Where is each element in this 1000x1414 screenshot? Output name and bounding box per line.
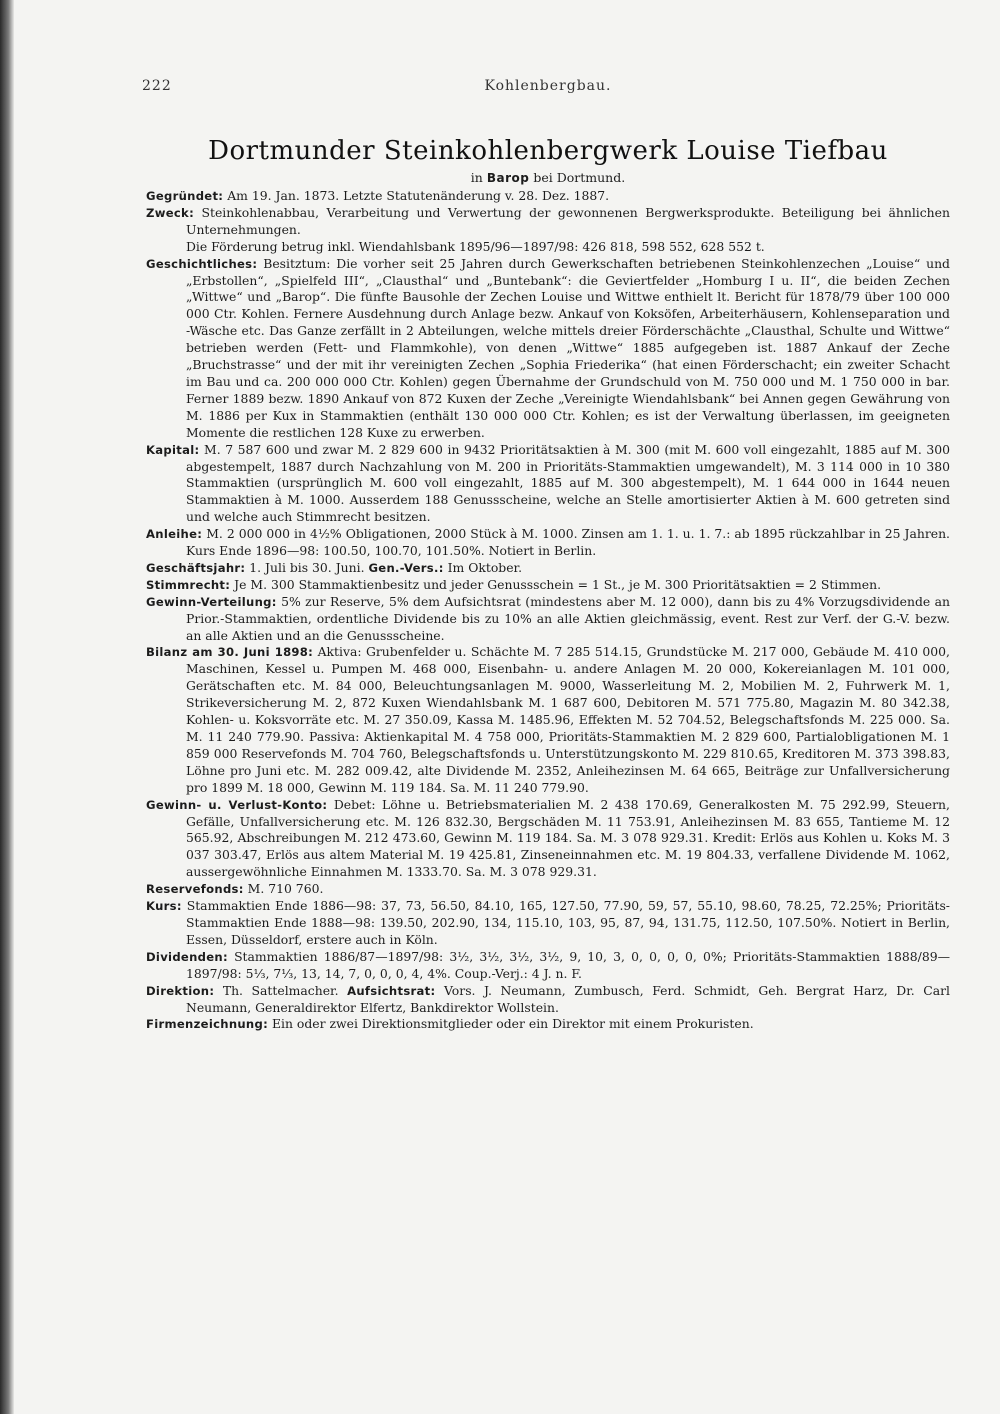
location-place: Barop bbox=[486, 171, 530, 185]
company-title: Dortmunder Steinkohlenbergwerk Louise Tiefbau bbox=[208, 136, 888, 166]
section-dividends: Dividenden: Stammaktien 1886/87—1897/98: 3½, 3½, 3½, 3½, 9, 10, 3, 0, 0, 0, 0, 0%; Prioritäts-Stammaktien 1888/89—1897/98: 5⅓, 7⅓, 13, 14, 7, 0, 0, 0, 4, 4%. Coup.-Verj.: 4 J. n. F. bbox=[146, 948, 950, 981]
location-line bbox=[146, 169, 950, 187]
section-output: Die Förderung betrug inkl. Wiendahlsbank 1895/96—1897/98: 426 818, 598 552, 628 552 t. bbox=[186, 238, 765, 254]
section-management: Direktion: Th. Sattelmacher. Aufsichtsrat: Vors. J. Neumann, Zumbusch, Ferd. Schmidt, Geh. Bergrat Harz, Dr. Carl Neumann, Generaldirektor Elfertz, Bankdirektor Wollstein. bbox=[146, 982, 950, 1015]
running-header bbox=[142, 78, 950, 100]
section-purpose: Zweck: Steinkohlenabbau, Verarbeitung und Verwertung der gewonnenen Bergwerksprodukte. Beteiligung bei ähnlichen Unternehmungen. bbox=[146, 204, 950, 237]
section-voting-right: Stimmrecht: Je M. 300 Stammaktienbesitz und jeder Genussschein = 1 St., je M. 300 Prioritätsaktien = 2 Stimmen. bbox=[146, 576, 882, 592]
entry-body bbox=[146, 188, 950, 1033]
book-spine-shadow bbox=[0, 0, 14, 1414]
section-reserve-fund: Reservefonds: M. 710 760. bbox=[146, 881, 324, 897]
section-fiscal-year: Geschäftsjahr: 1. Juli bis 30. Juni. Gen.-Vers.: Im Oktober. bbox=[146, 559, 523, 575]
page-number: 222 bbox=[142, 78, 172, 94]
running-title: Kohlenbergbau. bbox=[484, 78, 612, 94]
section-balance: Bilanz am 30. Juni 1898: Aktiva: Grubenfelder u. Schächte M. 7 285 514.15, Grundstücke M. 217 000, Gebäude M. 410 000, Maschinen, Kessel u. Pumpen M. 468 000, Eisenbahn- u. andere Anlagen M. 20 000, Kokereianlagen M. 101 000, Gerätschaften etc. M. 84 000, Beleuchtungsanlagen M. 9000, Wasserleitung M. 2, Mobilien M. 2, Fuhrwerk M. 1, Strikeversicherung M. 2, 872 Kuxen Wiendahlsbank M. 1 687 600, Debitoren M. 571 775.80, Magazin M. 80 342.38, Kohlen- u. Koksvorräte etc. M. 27 350.09, Kassa M. 1485.96, Effekten M. 52 704.52, Belegschaftsfonds M. 225 000. Sa. M. 11 240 779.90. Passiva: Aktienkapital M. 4 758 000, Prioritäts-Stammaktien M. 2 829 600, Partialobligationen M. 1 859 000 Reservefonds M. 704 760, Belegschaftsfonds u. Unterstützungskonto M. 229 810.65, Kreditoren M. 373 398.83, Löhne pro Juni etc. M. 282 009.42, alte Dividende M. 2352, Anleihezinsen M. 64 665, Beiträge zur Unfallversicherung pro 1899 M. 18 000, Gewinn M. 119 184. Sa. M. 11 240 779.90. bbox=[146, 644, 950, 795]
document-page bbox=[142, 78, 950, 1033]
section-capital: Kapital: M. 7 587 600 und zwar M. 2 829 600 in 9432 Prioritätsaktien à M. 300 (mit M. 600 voll eingezahlt, 1885 auf M. 300 abgestempelt, 1887 durch Nachzahlung von M. 200 in Prioritäts-Stammaktien umgewandelt), M. 3 114 000 in 10 380 Stammaktien (ursprünglich M. 600 voll eingezahlt, 1885 auf M. 300 abgestempelt), M. 1 644 000 in 1644 neuen Stammaktien à M. 1000. Ausserdem 188 Genussscheine, welche an Stelle amortisierter Aktien à M. 600 getreten sind und welche auch Stimmrecht besitzen. bbox=[146, 441, 950, 525]
section-price: Kurs: Stammaktien Ende 1886—98: 37, 73, 56.50, 84.10, 165, 127.50, 77.90, 59, 57, 55.10, 98.60, 78.25, 72.25%; Prioritäts-Stammaktien Ende 1888—98: 139.50, 202.90, 134, 115.10, 103, 95, 87, 94, 131.75, 112.50, 107.50%. Notiert in Berlin, Essen, Düsseldorf, erstere auch in Köln. bbox=[146, 898, 950, 947]
section-founded: Gegründet: Am 19. Jan. 1873. Letzte Statutenänderung v. 28. Dez. 1887. bbox=[146, 188, 610, 203]
location-suffix: bei Dortmund. bbox=[533, 170, 626, 185]
section-profit-distribution: Gewinn-Verteilung: 5% zur Reserve, 5% dem Aufsichtsrat (mindestens aber M. 12 000), dann bis zu 4% Vorzugsdividende an Prior.-Stammaktien, ordentliche Dividende bis zu 10% an alle Aktien gleichmässig, event. Rest zur Verf. der G.-V. bezw. an alle Aktien und an die Genussscheine. bbox=[146, 593, 950, 643]
section-history: Geschichtliches: Besitztum: Die vorher seit 25 Jahren durch Gewerkschaften betriebenen Steinkohlenzechen „Louise“ und „Erbstollen“, „Spielfeld III“, „Clausthal“ und „Buntebank“: die Geviertfelder „Homburg I u. II“, die beiden Zechen „Wittwe“ und „Barop“. Die fünfte Bausohle der Zechen Louise und Wittwe enthielt lt. Bericht für 1878/79 über 100 000 000 Ctr. Kohlen. Fernere Ausdehnung durch Anlage bezw. Ankauf von Koksöfen, Arbeiterhäusern, Kohlenseparation und -Wäsche etc. Das Ganze zerfällt in 2 Abteilungen, welche mittels dreier Förderschächte „Clausthal, Schulte und Wittwe“ betrieben werden (Fett- und Flammkohle), von denen „Wittwe“ 1885 aufgegeben ist. 1887 Ankauf der Zeche „Bruchstrasse“ und der mit ihr vereinigten Zechen „Sophia Friederika“ (hat einen Förderschacht; ein zweiter Schacht im Bau und ca. 200 000 000 Ctr. Kohlen) gegen Übernahme der Grundschuld von M. 750 000 und M. 1 750 000 in bar. Ferner 1889 bezw. 1890 Ankauf von 872 Kuxen der Zeche „Vereinigte Wiendahlsbank“ bei Annen gegen Gewährung von M. 1886 per Kux in Stammaktien (enthält 130 000 000 Ctr. Kohlen; es ist der Verwaltung überlassen, im geeigneten Momente die restlichen 128 Kuxe zu erwerben. bbox=[146, 255, 950, 440]
section-loan: Anleihe: M. 2 000 000 in 4½% Obligationen, 2000 Stück à M. 1000. Zinsen am 1. 1. u. 1. 7.: ab 1895 rückzahlbar in 25 Jahren. Kurs Ende 1896—98: 100.50, 100.70, 101.50%. Notiert in Berlin. bbox=[146, 526, 950, 559]
section-signature: Firmenzeichnung: Ein oder zwei Direktionsmitglieder oder ein Direktor mit einem Prokuristen. bbox=[146, 1016, 754, 1032]
location-prefix: in bbox=[470, 170, 483, 185]
section-profit-loss: Gewinn- u. Verlust-Konto: Debet: Löhne u. Betriebsmaterialien M. 2 438 170.69, Generalkosten M. 75 292.99, Steuern, Gefälle, Unfallversicherung etc. M. 126 832.30, Bergschäden M. 11 753.91, Anleihezinsen M. 83 655, Tantieme M. 12 565.92, Abschreibungen M. 212 473.60, Gewinn M. 119 184. Sa. M. 3 078 929.31. Kredit: Erlös aus Kohlen u. Koks M. 3 037 303.47, Erlös aus altem Material M. 19 425.81, Zinseneinnahmen etc. M. 19 804.33, verfallene Dividende M. 1062, aussergewöhnliche Einnahmen M. 1333.70. Sa. M. 3 078 929.31. bbox=[146, 796, 950, 880]
